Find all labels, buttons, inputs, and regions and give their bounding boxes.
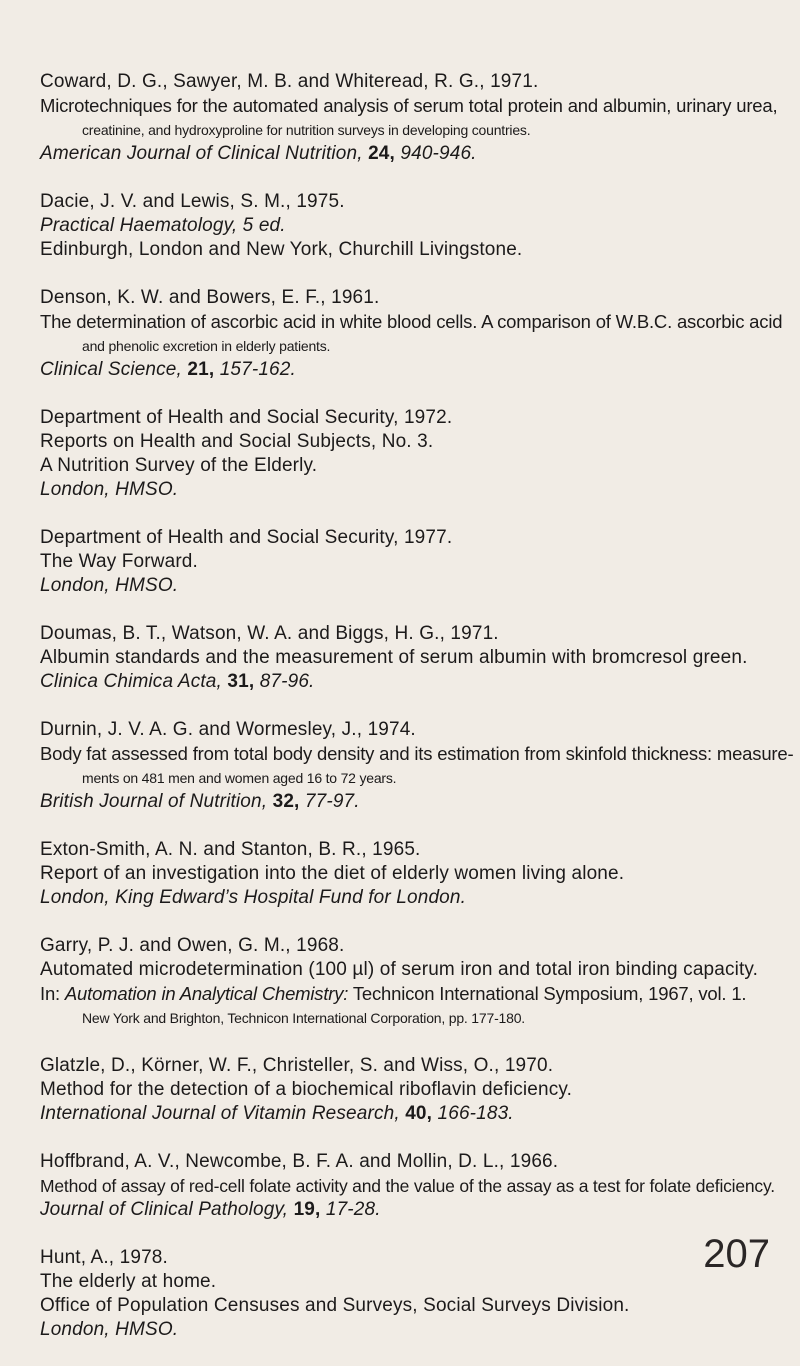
journal-pages: 87-96. [259,671,315,692]
reference-title: Albumin standards and the measurement of serum albumin with bromcresol green. [40,647,748,668]
reference-author: Denson, K. W. and Bowers, E. F., 1961. [40,287,380,308]
reference-list [40,70,792,1366]
reference-title: Report of an investigation into the diet of elderly women living alone. [40,863,625,884]
journal-volume: 21, [187,359,215,380]
reference-journal-line [40,670,792,694]
reference-publisher: London, HMSO. [40,479,179,500]
reference-author: Hoffbrand, A. V., Newcombe, B. F. A. and Mollin, D. L., 1966. [40,1151,559,1172]
reference-author: Dacie, J. V. and Lewis, S. M., 1975. [40,191,345,212]
reference-entry [40,286,792,382]
journal-volume: 40, [405,1103,433,1124]
in-prefix: In: [40,983,60,1004]
page-number: 207 [703,1232,770,1276]
journal-name: American Journal of Clinical Nutrition, [40,143,363,164]
journal-volume: 31, [227,671,255,692]
reference-journal-line [40,1102,792,1126]
in-book-title: Automation in Analytical Chemistry: [64,983,349,1004]
reference-title-continued: ments on 481 men and women aged 16 to 72 years. [82,770,397,786]
reference-journal-line [40,358,792,382]
reference-author: Exton-Smith, A. N. and Stanton, B. R., 1965. [40,839,421,860]
journal-pages: 166-183. [437,1103,514,1124]
reference-series: Reports on Health and Social Subjects, No. 3. [40,431,434,452]
reference-publisher: London, King Edward’s Hospital Fund for London. [40,887,467,908]
reference-author: Department of Health and Social Security, 1977. [40,527,453,548]
journal-volume: 32, [272,791,300,812]
journal-name: International Journal of Vitamin Research, [40,1103,400,1124]
reference-title: Automated microdetermination (100 µl) of serum iron and total iron binding capacity. [40,959,759,980]
reference-entry [40,934,792,1030]
journal-volume: 19, [293,1199,321,1220]
reference-title: Practical Haematology, 5 ed. [40,215,286,236]
reference-entry [40,406,792,502]
reference-journal-line [40,142,792,166]
reference-author: Durnin, J. V. A. G. and Wormesley, J., 1974. [40,719,416,740]
journal-name: Journal of Clinical Pathology, [40,1199,289,1220]
reference-journal-line [40,1198,792,1222]
reference-entry [40,526,792,598]
journal-name: British Journal of Nutrition, [40,791,268,812]
reference-in-continued: New York and Brighton, Technicon International Corporation, pp. 177-180. [82,1010,525,1026]
reference-title: Microtechniques for the automated analysis of serum total protein and albumin, urinary urea, [40,95,778,116]
reference-author: Hunt, A., 1978. [40,1247,168,1268]
reference-title-continued: and phenolic excretion in elderly patients. [82,338,331,354]
reference-author: Coward, D. G., Sawyer, M. B. and Whiteread, R. G., 1971. [40,71,539,92]
reference-entry [40,838,792,910]
journal-pages: 77-97. [304,791,360,812]
reference-entry [40,1150,792,1222]
reference-title: Method for the detection of a biochemical riboflavin deficiency. [40,1079,573,1100]
journal-name: Clinica Chimica Acta, [40,671,222,692]
reference-entry [40,190,792,262]
journal-name: Clinical Science, [40,359,182,380]
reference-title: The Way Forward. [40,551,198,572]
reference-title: The elderly at home. [40,1271,217,1292]
reference-in-line [40,982,792,1006]
reference-entry [40,1054,792,1126]
reference-entry [40,70,792,166]
reference-title: A Nutrition Survey of the Elderly. [40,455,318,476]
reference-title-continued: creatinine, and hydroxyproline for nutrition surveys in developing countries. [82,122,531,138]
reference-title: Method of assay of red-cell folate activity and the value of the assay as a test for folate deficiency. [40,1176,775,1196]
reference-title: Body fat assessed from total body density and its estimation from skinfold thickness: measure- [40,743,794,764]
reference-publisher: London, HMSO. [40,1319,179,1340]
reference-entry [40,718,792,814]
journal-pages: 940-946. [400,143,477,164]
reference-entry [40,1246,792,1342]
reference-journal-line [40,790,792,814]
reference-publisher: Edinburgh, London and New York, Churchill Livingstone. [40,239,523,260]
reference-author: Glatzle, D., Körner, W. F., Christeller, S. and Wiss, O., 1970. [40,1055,554,1076]
reference-publisher: London, HMSO. [40,575,179,596]
reference-title: The determination of ascorbic acid in white blood cells. A comparison of W.B.C. ascorbic acid [40,311,783,332]
journal-volume: 24, [368,143,395,164]
reference-author: Doumas, B. T., Watson, W. A. and Biggs, H. G., 1971. [40,623,499,644]
in-book-rest: Technicon International Symposium, 1967, vol. 1. [352,983,747,1004]
reference-series: Office of Population Censuses and Surveys, Social Surveys Division. [40,1295,630,1316]
journal-pages: 157-162. [219,359,296,380]
reference-author: Department of Health and Social Security, 1972. [40,407,453,428]
journal-pages: 17-28. [325,1199,381,1220]
reference-entry [40,622,792,694]
reference-author: Garry, P. J. and Owen, G. M., 1968. [40,935,345,956]
